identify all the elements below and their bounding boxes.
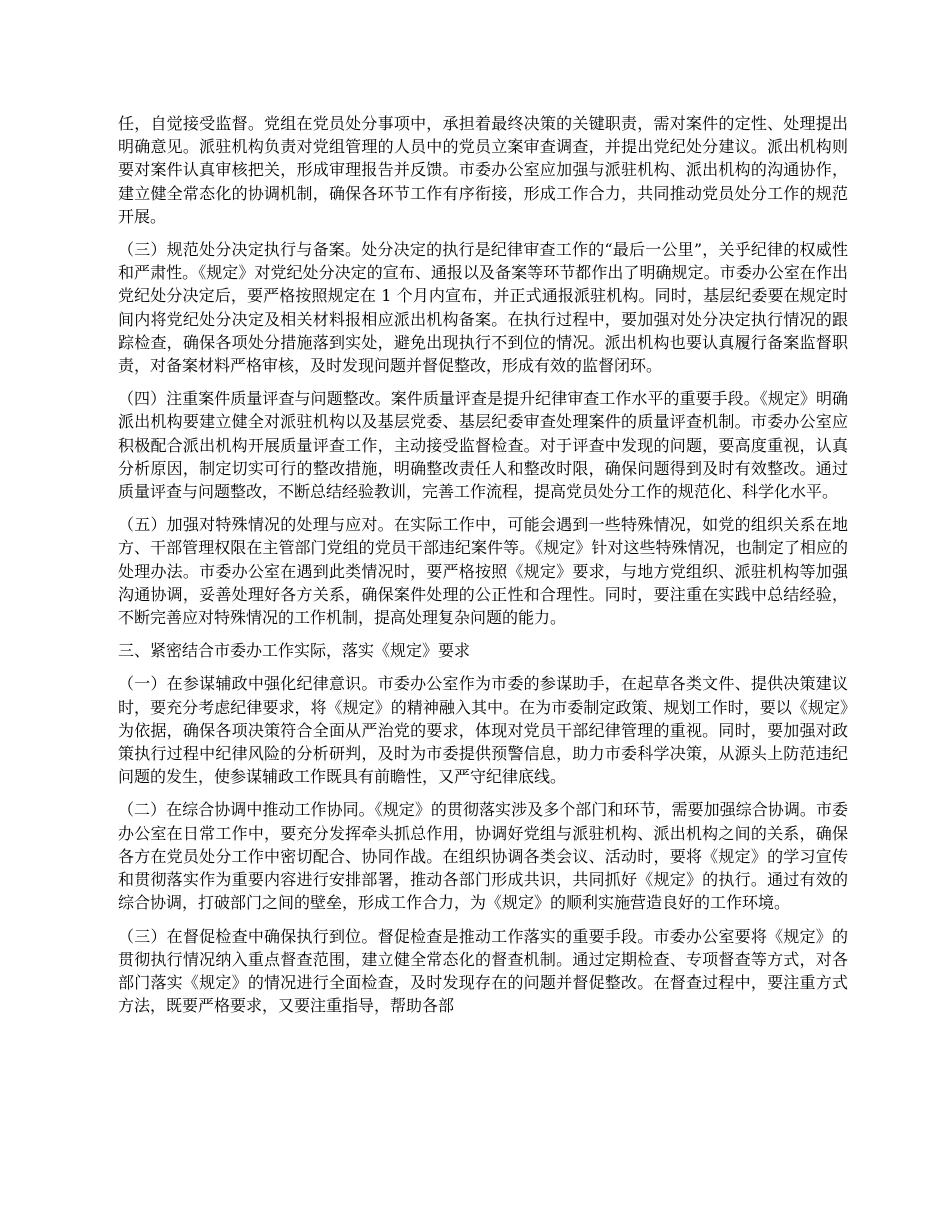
- document-page: [118, 112, 848, 1027]
- section-heading-3: 三、紧密结合市委办工作实际，落实《规定》要求: [118, 641, 471, 661]
- paragraph-coordination: （二）在综合协调中推动工作协同。《规定》的贯彻落实涉及多个部门和环节，需要加强综合协调。市委办公室在日常工作中，要充分发挥牵头抓总作用，协调好党组与派驻机构、派出机构之间的关系，确保各方在党员处分工作中密切配合、协同作战。在组织协调各类会议、活动时，要将《规定》的学习宣传和贯彻落实作为重要内容进行安排部署，推动各部门形成共识，共同抓好《规定》的执行。通过有效的综合协调，打破部门之间的壁垒，形成工作合力，为《规定》的顺利实施营造良好的工作环境。: [118, 800, 848, 913]
- paragraph-supervision-duty: 任，自觉接受监督。党组在党员处分事项中，承担着最终决策的关键职责，需对案件的定性、处理提出明确意见。派驻机构负责对党组管理的人员中的党员立案审查调查，并提出党纪处分建议。派出机构则要对案件认真审核把关，形成审理报告并反馈。市委办公室应加强与派驻机构、派出机构的沟通协作，建立健全常态化的协调机制，确保各环节工作有序衔接，形成工作合力，共同推动党员处分工作的规范开展。: [118, 114, 848, 226]
- paragraph-section-5-special-cases: （五）加强对特殊情况的处理与应对。在实际工作中，可能会遇到一些特殊情况，如党的组织关系在地方、干部管理权限在主管部门党组的党员干部违纪案件等。《规定》针对这些特殊情况，也制定了相应的处理办法。市委办公室在遇到此类情况时，要严格按照《规定》要求，与地方党组织、派驻机构等加强沟通协调，妥善处理好各方关系，确保案件处理的公正性和合理性。同时，要注重在实践中总结经验，不断完善应对特殊情况的工作机制，提高处理复杂问题的能力。: [118, 515, 848, 628]
- paragraph-section-4-quality-review: （四）注重案件质量评查与问题整改。案件质量评查是提升纪律审查工作水平的重要手段。《规定》明确派出机构要建立健全对派驻机构以及基层党委、基层纪委审查处理案件的质量评查机制。市委办公室应积极配合派出机构开展质量评查工作，主动接受监督检查。对于评查中发现的问题，要高度重视，认真分析原因，制定切实可行的整改措施，明确整改责任人和整改时限，确保问题得到及时有效整改。通过质量评查与问题整改，不断总结经验教训，完善工作流程，提高党员处分工作的规范化、科学化水平。: [118, 389, 848, 502]
- paragraph-supervision-inspection: （三）在督促检查中确保执行到位。督促检查是推动工作落实的重要手段。市委办公室要将《规定》的贯彻执行情况纳入重点督查范围，建立健全常态化的督查机制。通过定期检查、专项督查等方式，对各部门落实《规定》的情况进行全面检查，及时发现存在的问题并督促整改。在督查过程中，要注重方式方法，既要严格要求，又要注重指导，帮助各部: [118, 926, 848, 1016]
- paragraph-advisory-discipline: （一）在参谋辅政中强化纪律意识。市委办公室作为市委的参谋助手，在起草各类文件、提供决策建议时，要充分考虑纪律要求，将《规定》的精神融入其中。在为市委制定政策、规划工作时，要以《规定》为依据，确保各项决策符合全面从严治党的要求，体现对党员干部纪律管理的重视。同时，要加强对政策执行过程中纪律风险的分析研判，及时为市委提供预警信息，助力市委科学决策，从源头上防范违纪问题的发生，使参谋辅政工作既具有前瞻性，又严守纪律底线。: [118, 674, 848, 787]
- paragraph-section-3-execution-filing: （三）规范处分决定执行与备案。处分决定的执行是纪律审查工作的“最后一公里”，关乎纪律的权威性和严肃性。《规定》对党纪处分决定的宣布、通报以及备案等环节都作出了明确规定。市委办公室在作出党纪处分决定后，要严格按照规定在 1 个月内宣布，并正式通报派驻机构。同时，基层纪委要在规定时间内将党纪处分决定及相关材料报相应派出机构备案。在执行过程中，要加强对处分决定执行情况的跟踪检查，确保各项处分措施落到实处，避免出现执行不到位的情况。派出机构也要认真履行备案监督职责，对备案材料严格审核，及时发现问题并督促整改，形成有效的监督闭环。: [118, 240, 848, 376]
